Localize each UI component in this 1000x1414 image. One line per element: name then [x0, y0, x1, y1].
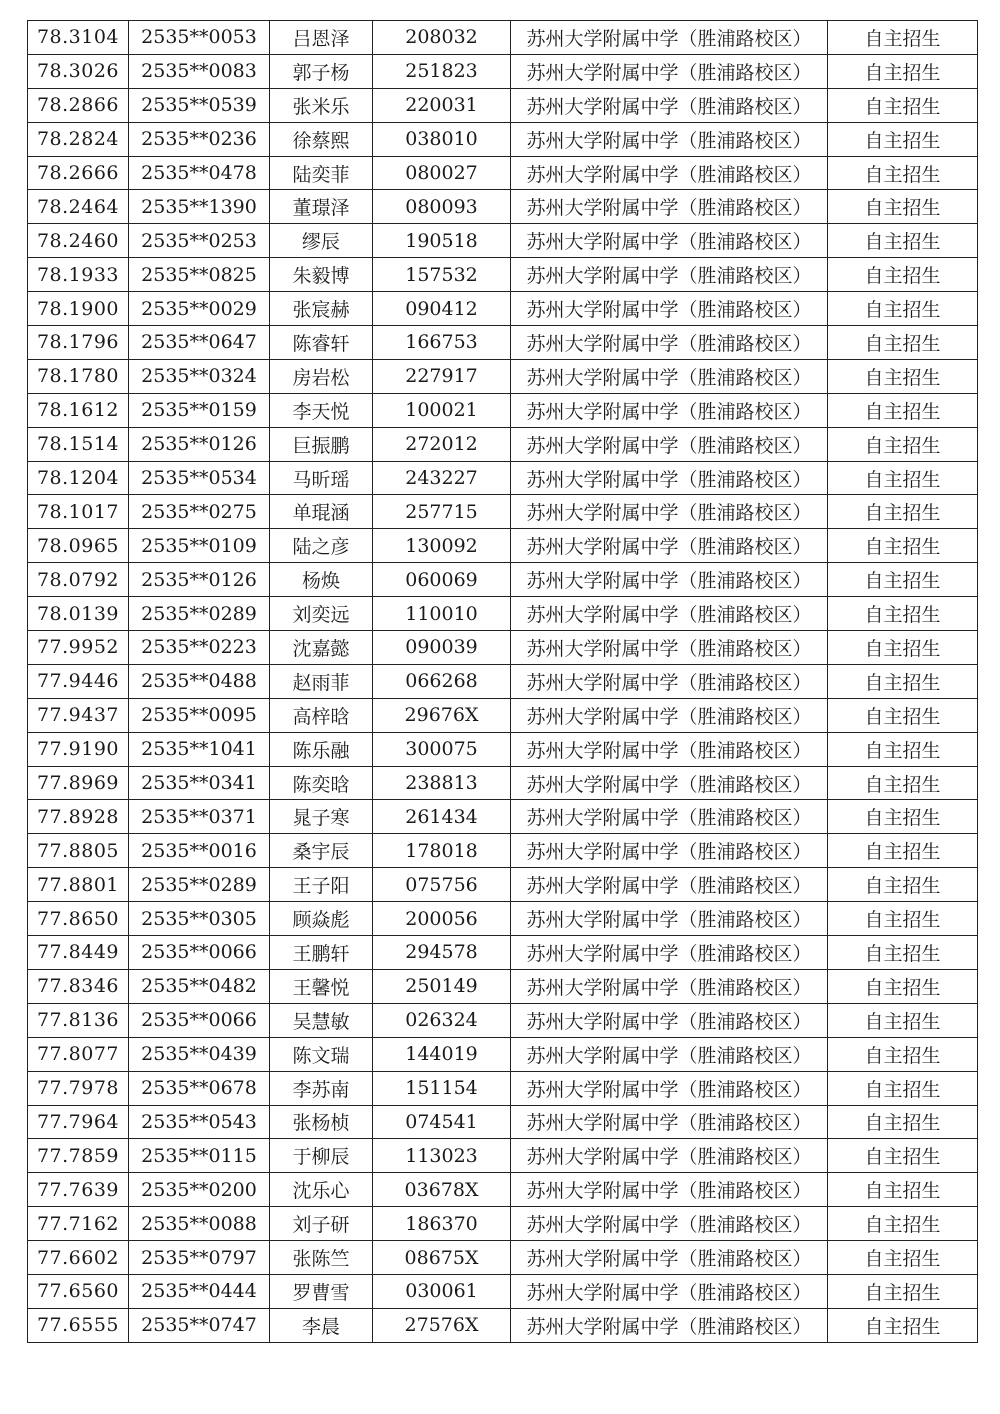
student-name-cell: 刘子研 — [270, 1207, 373, 1241]
student-name-cell: 高梓晗 — [270, 698, 373, 732]
school-cell: 苏州大学附属中学（胜浦路校区） — [511, 359, 828, 393]
student-code-cell: 190518 — [373, 224, 511, 258]
school-cell: 苏州大学附属中学（胜浦路校区） — [511, 902, 828, 936]
student-name-cell: 陈奕晗 — [270, 766, 373, 800]
exam-id-cell: 2535**1041 — [129, 732, 270, 766]
score-cell: 78.3104 — [28, 21, 129, 55]
student-name-cell: 陈文瑞 — [270, 1037, 373, 1071]
score-cell: 77.7978 — [28, 1071, 129, 1105]
student-code-cell: 257715 — [373, 495, 511, 529]
table-row — [28, 1139, 978, 1173]
exam-id-cell: 2535**0539 — [129, 88, 270, 122]
student-name-cell: 董璟泽 — [270, 190, 373, 224]
table-row — [28, 21, 978, 55]
admission-type-cell: 自主招生 — [828, 1308, 978, 1342]
table-row — [28, 1241, 978, 1275]
school-cell: 苏州大学附属中学（胜浦路校区） — [511, 1274, 828, 1308]
student-name-cell: 罗曹雪 — [270, 1274, 373, 1308]
student-name-cell: 徐蔡熙 — [270, 122, 373, 156]
table-body — [28, 21, 978, 1343]
exam-id-cell: 2535**0678 — [129, 1071, 270, 1105]
score-cell: 78.2464 — [28, 190, 129, 224]
admission-type-cell: 自主招生 — [828, 190, 978, 224]
school-cell: 苏州大学附属中学（胜浦路校区） — [511, 88, 828, 122]
score-cell: 78.1780 — [28, 359, 129, 393]
school-cell: 苏州大学附属中学（胜浦路校区） — [511, 664, 828, 698]
table-row — [28, 461, 978, 495]
school-cell: 苏州大学附属中学（胜浦路校区） — [511, 190, 828, 224]
school-cell: 苏州大学附属中学（胜浦路校区） — [511, 427, 828, 461]
exam-id-cell: 2535**0088 — [129, 1207, 270, 1241]
student-code-cell: 151154 — [373, 1071, 511, 1105]
exam-id-cell: 2535**0236 — [129, 122, 270, 156]
student-code-cell: 166753 — [373, 326, 511, 360]
school-cell: 苏州大学附属中学（胜浦路校区） — [511, 326, 828, 360]
score-cell: 77.6560 — [28, 1274, 129, 1308]
score-cell: 78.1796 — [28, 326, 129, 360]
table-row — [28, 427, 978, 461]
table-row — [28, 936, 978, 970]
exam-id-cell: 2535**0083 — [129, 54, 270, 88]
school-cell: 苏州大学附属中学（胜浦路校区） — [511, 258, 828, 292]
admission-type-cell: 自主招生 — [828, 1037, 978, 1071]
score-cell: 77.9446 — [28, 664, 129, 698]
table-row — [28, 563, 978, 597]
student-code-cell: 300075 — [373, 732, 511, 766]
student-code-cell: 060069 — [373, 563, 511, 597]
exam-id-cell: 2535**0488 — [129, 664, 270, 698]
exam-id-cell: 2535**0095 — [129, 698, 270, 732]
exam-id-cell: 2535**0159 — [129, 393, 270, 427]
score-cell: 77.9437 — [28, 698, 129, 732]
exam-id-cell: 2535**0200 — [129, 1173, 270, 1207]
admission-type-cell: 自主招生 — [828, 393, 978, 427]
score-cell: 77.6602 — [28, 1241, 129, 1275]
exam-id-cell: 2535**1390 — [129, 190, 270, 224]
school-cell: 苏州大学附属中学（胜浦路校区） — [511, 1139, 828, 1173]
student-name-cell: 沈乐心 — [270, 1173, 373, 1207]
student-name-cell: 赵雨菲 — [270, 664, 373, 698]
admission-type-cell: 自主招生 — [828, 495, 978, 529]
student-name-cell: 单琨涵 — [270, 495, 373, 529]
school-cell: 苏州大学附属中学（胜浦路校区） — [511, 698, 828, 732]
table-row — [28, 902, 978, 936]
score-cell: 78.1612 — [28, 393, 129, 427]
table-row — [28, 1207, 978, 1241]
score-cell: 77.8801 — [28, 868, 129, 902]
score-cell: 77.8077 — [28, 1037, 129, 1071]
school-cell: 苏州大学附属中学（胜浦路校区） — [511, 631, 828, 665]
exam-id-cell: 2535**0029 — [129, 292, 270, 326]
admission-type-cell: 自主招生 — [828, 427, 978, 461]
table-row — [28, 1308, 978, 1342]
school-cell: 苏州大学附属中学（胜浦路校区） — [511, 529, 828, 563]
admission-table — [27, 20, 978, 1343]
score-cell: 78.2460 — [28, 224, 129, 258]
table-row — [28, 664, 978, 698]
student-code-cell: 110010 — [373, 597, 511, 631]
table-row — [28, 732, 978, 766]
score-cell: 77.8136 — [28, 1003, 129, 1037]
score-cell: 77.7964 — [28, 1105, 129, 1139]
table-row — [28, 800, 978, 834]
score-cell: 78.0792 — [28, 563, 129, 597]
score-cell: 77.6555 — [28, 1308, 129, 1342]
table-row — [28, 529, 978, 563]
table-row — [28, 326, 978, 360]
admission-type-cell: 自主招生 — [828, 88, 978, 122]
school-cell: 苏州大学附属中学（胜浦路校区） — [511, 292, 828, 326]
admission-type-cell: 自主招生 — [828, 1139, 978, 1173]
school-cell: 苏州大学附属中学（胜浦路校区） — [511, 54, 828, 88]
exam-id-cell: 2535**0016 — [129, 834, 270, 868]
score-cell: 77.9190 — [28, 732, 129, 766]
student-code-cell: 074541 — [373, 1105, 511, 1139]
student-name-cell: 张宸赫 — [270, 292, 373, 326]
table-row — [28, 393, 978, 427]
admission-type-cell: 自主招生 — [828, 732, 978, 766]
exam-id-cell: 2535**0444 — [129, 1274, 270, 1308]
table-row — [28, 969, 978, 1003]
score-cell: 77.7859 — [28, 1139, 129, 1173]
admission-type-cell: 自主招生 — [828, 292, 978, 326]
school-cell: 苏州大学附属中学（胜浦路校区） — [511, 495, 828, 529]
student-code-cell: 075756 — [373, 868, 511, 902]
exam-id-cell: 2535**0126 — [129, 427, 270, 461]
student-name-cell: 房岩松 — [270, 359, 373, 393]
score-cell: 77.8449 — [28, 936, 129, 970]
student-code-cell: 08675X — [373, 1241, 511, 1275]
table-row — [28, 1037, 978, 1071]
student-code-cell: 026324 — [373, 1003, 511, 1037]
table-row — [28, 834, 978, 868]
student-name-cell: 张陈竺 — [270, 1241, 373, 1275]
school-cell: 苏州大学附属中学（胜浦路校区） — [511, 1173, 828, 1207]
exam-id-cell: 2535**0482 — [129, 969, 270, 1003]
student-name-cell: 李天悦 — [270, 393, 373, 427]
admission-type-cell: 自主招生 — [828, 1071, 978, 1105]
student-name-cell: 王子阳 — [270, 868, 373, 902]
table-row — [28, 122, 978, 156]
admission-type-cell: 自主招生 — [828, 224, 978, 258]
exam-id-cell: 2535**0066 — [129, 936, 270, 970]
student-name-cell: 吕恩泽 — [270, 21, 373, 55]
student-code-cell: 238813 — [373, 766, 511, 800]
student-code-cell: 030061 — [373, 1274, 511, 1308]
school-cell: 苏州大学附属中学（胜浦路校区） — [511, 868, 828, 902]
admission-type-cell: 自主招生 — [828, 326, 978, 360]
admission-type-cell: 自主招生 — [828, 766, 978, 800]
school-cell: 苏州大学附属中学（胜浦路校区） — [511, 1105, 828, 1139]
student-name-cell: 巨振鹏 — [270, 427, 373, 461]
admission-type-cell: 自主招生 — [828, 359, 978, 393]
student-code-cell: 29676X — [373, 698, 511, 732]
student-code-cell: 27576X — [373, 1308, 511, 1342]
student-name-cell: 朱毅博 — [270, 258, 373, 292]
student-name-cell: 郭子杨 — [270, 54, 373, 88]
student-code-cell: 157532 — [373, 258, 511, 292]
score-cell: 78.0139 — [28, 597, 129, 631]
table-row — [28, 868, 978, 902]
student-name-cell: 张米乐 — [270, 88, 373, 122]
score-cell: 78.2866 — [28, 88, 129, 122]
score-cell: 78.0965 — [28, 529, 129, 563]
table-row — [28, 766, 978, 800]
admission-type-cell: 自主招生 — [828, 21, 978, 55]
admission-type-cell: 自主招生 — [828, 800, 978, 834]
exam-id-cell: 2535**0797 — [129, 1241, 270, 1275]
exam-id-cell: 2535**0825 — [129, 258, 270, 292]
student-code-cell: 186370 — [373, 1207, 511, 1241]
table-row — [28, 1071, 978, 1105]
score-cell: 77.7162 — [28, 1207, 129, 1241]
student-code-cell: 200056 — [373, 902, 511, 936]
admission-type-cell: 自主招生 — [828, 868, 978, 902]
exam-id-cell: 2535**0647 — [129, 326, 270, 360]
student-name-cell: 马昕瑶 — [270, 461, 373, 495]
school-cell: 苏州大学附属中学（胜浦路校区） — [511, 1241, 828, 1275]
student-name-cell: 吴慧敏 — [270, 1003, 373, 1037]
table-row — [28, 1105, 978, 1139]
student-code-cell: 038010 — [373, 122, 511, 156]
exam-id-cell: 2535**0747 — [129, 1308, 270, 1342]
score-cell: 78.3026 — [28, 54, 129, 88]
exam-id-cell: 2535**0275 — [129, 495, 270, 529]
student-code-cell: 243227 — [373, 461, 511, 495]
student-code-cell: 03678X — [373, 1173, 511, 1207]
exam-id-cell: 2535**0289 — [129, 868, 270, 902]
student-name-cell: 陆之彦 — [270, 529, 373, 563]
student-name-cell: 顾焱彪 — [270, 902, 373, 936]
student-name-cell: 李晨 — [270, 1308, 373, 1342]
student-code-cell: 144019 — [373, 1037, 511, 1071]
student-name-cell: 于柳辰 — [270, 1139, 373, 1173]
student-code-cell: 227917 — [373, 359, 511, 393]
exam-id-cell: 2535**0371 — [129, 800, 270, 834]
score-cell: 78.1204 — [28, 461, 129, 495]
score-cell: 77.8346 — [28, 969, 129, 1003]
student-name-cell: 王鹏轩 — [270, 936, 373, 970]
student-code-cell: 261434 — [373, 800, 511, 834]
school-cell: 苏州大学附属中学（胜浦路校区） — [511, 732, 828, 766]
admission-type-cell: 自主招生 — [828, 122, 978, 156]
admission-type-cell: 自主招生 — [828, 1003, 978, 1037]
exam-id-cell: 2535**0543 — [129, 1105, 270, 1139]
exam-id-cell: 2535**0341 — [129, 766, 270, 800]
admission-type-cell: 自主招生 — [828, 902, 978, 936]
student-name-cell: 晁子寒 — [270, 800, 373, 834]
school-cell: 苏州大学附属中学（胜浦路校区） — [511, 1207, 828, 1241]
student-name-cell: 杨焕 — [270, 563, 373, 597]
student-code-cell: 294578 — [373, 936, 511, 970]
admission-type-cell: 自主招生 — [828, 936, 978, 970]
table-row — [28, 54, 978, 88]
school-cell: 苏州大学附属中学（胜浦路校区） — [511, 156, 828, 190]
admission-type-cell: 自主招生 — [828, 631, 978, 665]
exam-id-cell: 2535**0223 — [129, 631, 270, 665]
student-code-cell: 250149 — [373, 969, 511, 1003]
table-row — [28, 1274, 978, 1308]
admission-type-cell: 自主招生 — [828, 969, 978, 1003]
table-row — [28, 88, 978, 122]
school-cell: 苏州大学附属中学（胜浦路校区） — [511, 224, 828, 258]
admission-type-cell: 自主招生 — [828, 597, 978, 631]
table-row — [28, 224, 978, 258]
exam-id-cell: 2535**0053 — [129, 21, 270, 55]
table-row — [28, 698, 978, 732]
admission-type-cell: 自主招生 — [828, 529, 978, 563]
table-row — [28, 1173, 978, 1207]
student-code-cell: 220031 — [373, 88, 511, 122]
score-cell: 77.7639 — [28, 1173, 129, 1207]
school-cell: 苏州大学附属中学（胜浦路校区） — [511, 21, 828, 55]
score-cell: 78.1933 — [28, 258, 129, 292]
school-cell: 苏州大学附属中学（胜浦路校区） — [511, 597, 828, 631]
student-code-cell: 090039 — [373, 631, 511, 665]
exam-id-cell: 2535**0066 — [129, 1003, 270, 1037]
student-code-cell: 178018 — [373, 834, 511, 868]
student-code-cell: 100021 — [373, 393, 511, 427]
exam-id-cell: 2535**0439 — [129, 1037, 270, 1071]
table-row — [28, 631, 978, 665]
score-cell: 77.8928 — [28, 800, 129, 834]
admission-type-cell: 自主招生 — [828, 54, 978, 88]
school-cell: 苏州大学附属中学（胜浦路校区） — [511, 766, 828, 800]
exam-id-cell: 2535**0109 — [129, 529, 270, 563]
student-name-cell: 缪辰 — [270, 224, 373, 258]
school-cell: 苏州大学附属中学（胜浦路校区） — [511, 834, 828, 868]
student-name-cell: 沈嘉懿 — [270, 631, 373, 665]
admission-type-cell: 自主招生 — [828, 1241, 978, 1275]
table-row — [28, 359, 978, 393]
exam-id-cell: 2535**0253 — [129, 224, 270, 258]
admission-type-cell: 自主招生 — [828, 664, 978, 698]
admission-type-cell: 自主招生 — [828, 156, 978, 190]
student-code-cell: 090412 — [373, 292, 511, 326]
exam-id-cell: 2535**0126 — [129, 563, 270, 597]
admission-type-cell: 自主招生 — [828, 698, 978, 732]
admission-type-cell: 自主招生 — [828, 1274, 978, 1308]
exam-id-cell: 2535**0305 — [129, 902, 270, 936]
school-cell: 苏州大学附属中学（胜浦路校区） — [511, 393, 828, 427]
student-code-cell: 251823 — [373, 54, 511, 88]
admission-type-cell: 自主招生 — [828, 1173, 978, 1207]
admission-type-cell: 自主招生 — [828, 461, 978, 495]
student-code-cell: 272012 — [373, 427, 511, 461]
student-code-cell: 080093 — [373, 190, 511, 224]
school-cell: 苏州大学附属中学（胜浦路校区） — [511, 461, 828, 495]
school-cell: 苏州大学附属中学（胜浦路校区） — [511, 1308, 828, 1342]
exam-id-cell: 2535**0534 — [129, 461, 270, 495]
score-cell: 78.1017 — [28, 495, 129, 529]
school-cell: 苏州大学附属中学（胜浦路校区） — [511, 1037, 828, 1071]
student-name-cell: 张杨桢 — [270, 1105, 373, 1139]
school-cell: 苏州大学附属中学（胜浦路校区） — [511, 800, 828, 834]
table-row — [28, 190, 978, 224]
score-cell: 77.8969 — [28, 766, 129, 800]
table-row — [28, 1003, 978, 1037]
student-name-cell: 刘奕远 — [270, 597, 373, 631]
student-code-cell: 066268 — [373, 664, 511, 698]
score-cell: 77.8805 — [28, 834, 129, 868]
table-row — [28, 258, 978, 292]
student-name-cell: 陈睿轩 — [270, 326, 373, 360]
score-cell: 77.8650 — [28, 902, 129, 936]
score-cell: 78.2824 — [28, 122, 129, 156]
student-code-cell: 080027 — [373, 156, 511, 190]
score-cell: 77.9952 — [28, 631, 129, 665]
school-cell: 苏州大学附属中学（胜浦路校区） — [511, 122, 828, 156]
table-row — [28, 156, 978, 190]
student-name-cell: 王馨悦 — [270, 969, 373, 1003]
student-code-cell: 113023 — [373, 1139, 511, 1173]
table-row — [28, 597, 978, 631]
student-code-cell: 208032 — [373, 21, 511, 55]
table-row — [28, 495, 978, 529]
student-code-cell: 130092 — [373, 529, 511, 563]
admission-type-cell: 自主招生 — [828, 1207, 978, 1241]
school-cell: 苏州大学附属中学（胜浦路校区） — [511, 563, 828, 597]
score-cell: 78.1514 — [28, 427, 129, 461]
student-name-cell: 李苏南 — [270, 1071, 373, 1105]
student-name-cell: 桑宇辰 — [270, 834, 373, 868]
school-cell: 苏州大学附属中学（胜浦路校区） — [511, 936, 828, 970]
admission-type-cell: 自主招生 — [828, 563, 978, 597]
school-cell: 苏州大学附属中学（胜浦路校区） — [511, 1071, 828, 1105]
student-name-cell: 陈乐融 — [270, 732, 373, 766]
admission-list-page — [27, 20, 977, 1343]
school-cell: 苏州大学附属中学（胜浦路校区） — [511, 1003, 828, 1037]
score-cell: 78.2666 — [28, 156, 129, 190]
student-name-cell: 陆奕菲 — [270, 156, 373, 190]
exam-id-cell: 2535**0289 — [129, 597, 270, 631]
table-row — [28, 292, 978, 326]
admission-type-cell: 自主招生 — [828, 1105, 978, 1139]
admission-type-cell: 自主招生 — [828, 258, 978, 292]
exam-id-cell: 2535**0478 — [129, 156, 270, 190]
exam-id-cell: 2535**0115 — [129, 1139, 270, 1173]
exam-id-cell: 2535**0324 — [129, 359, 270, 393]
score-cell: 78.1900 — [28, 292, 129, 326]
school-cell: 苏州大学附属中学（胜浦路校区） — [511, 969, 828, 1003]
admission-type-cell: 自主招生 — [828, 834, 978, 868]
